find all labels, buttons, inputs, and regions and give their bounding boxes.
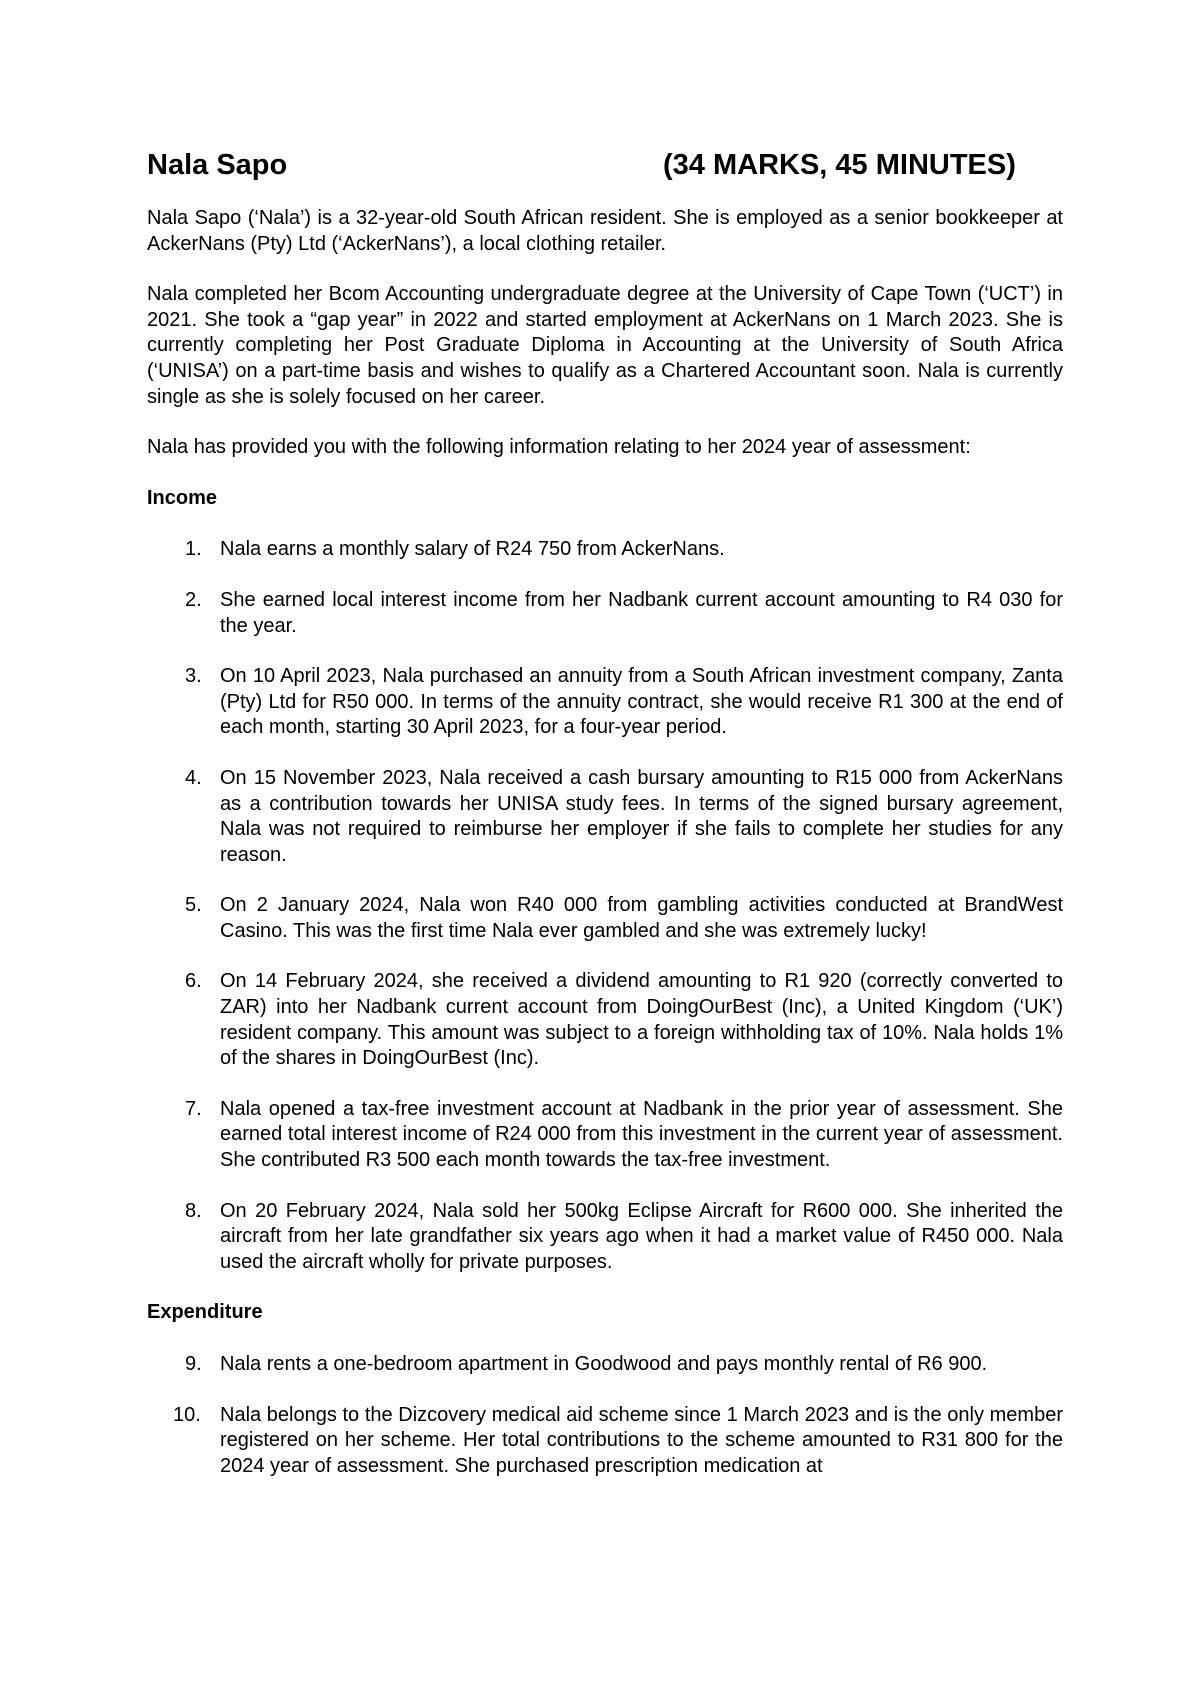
list-item (147, 1199, 1063, 1276)
list-item (147, 588, 1063, 639)
list-item (147, 893, 1063, 944)
list-item (147, 1097, 1063, 1174)
question-title (147, 146, 1063, 184)
item-text: Nala earns a monthly salary of R24 750 from AckerNans. (220, 538, 725, 561)
intro-paragraph-2: Nala completed her Bcom Accounting undergraduate degree at the University of Cape Town (‘UCT’) in 2021. She took a “gap year” in 2022 and started employment at AckerNans on 1 March 2023. She is currently completing her Post Graduate Diploma in Accounting at the University of South Africa (‘UNISA’) on a part-time basis and wishes to qualify as a Chartered Accountant soon. Nala is currently single as she is solely focused on her career. (147, 283, 1063, 408)
income-heading: Income (147, 486, 218, 509)
item-number: 9. (185, 1353, 202, 1375)
document-page (147, 146, 1063, 1504)
item-text: On 20 February 2024, Nala sold her 500kg Eclipse Aircraft for R600 000. She inherited the aircraft from her late grandfather six years ago when it had a market value of R450 000. Nala used the aircraft wholly for private purposes. (220, 1199, 1063, 1273)
list-item (147, 537, 1063, 563)
intro-paragraph-1: Nala Sapo (‘Nala’) is a 32-year-old South African resident. She is employed as a senior bookkeeper at AckerNans (Pty) Ltd (‘AckerNans’), a local clothing retailer. (147, 207, 1063, 255)
item-text: Nala belongs to the Dizcovery medical aid scheme since 1 March 2023 and is the only member registered on her scheme. Her total contributions to the scheme amounted to R31 800 for the 2024 year of assessment. She purchased prescription medication at (220, 1403, 1063, 1477)
expenditure-heading: Expenditure (147, 1301, 263, 1324)
item-text: Nala rents a one-bedroom apartment in Goodwood and pays monthly rental of R6 900. (220, 1353, 988, 1375)
item-number: 1. (185, 538, 202, 561)
item-number: 8. (185, 1199, 202, 1222)
item-number: 10. (173, 1403, 201, 1426)
item-text: Nala opened a tax-free investment account at Nadbank in the prior year of assessment. She earned total interest income of R24 000 from this investment in the current year of assessment. She contributed R3 500 each month towards the tax-free investment. (220, 1097, 1063, 1172)
item-number: 3. (185, 665, 202, 688)
item-text: She earned local interest income from her Nadbank current account amounting to R4 030 for the year. (220, 588, 1063, 637)
list-item (147, 969, 1063, 1071)
item-text: On 15 November 2023, Nala received a cash bursary amounting to R15 000 from AckerNans as a contribution towards her UNISA study fees. In terms of the signed bursary agreement, Nala was not required to reimburse her employer if she fails to complete her studies for any reason. (220, 766, 1063, 866)
item-number: 7. (185, 1097, 202, 1120)
intro-paragraph-3: Nala has provided you with the following information relating to her 2024 year of assessment: (147, 436, 971, 459)
list-item (147, 1352, 1063, 1378)
title-name: Nala Sapo (147, 149, 288, 181)
income-list (147, 537, 1063, 1275)
item-text: On 10 April 2023, Nala purchased an annuity from a South African investment company, Zanta (Pty) Ltd for R50 000. In terms of the annuity contract, she would receive R1 300 at the end of each month, starting 30 April 2023, for a four-year period. (220, 665, 1063, 739)
item-text: On 2 January 2024, Nala won R40 000 from gambling activities conducted at BrandWest Casino. This was the first time Nala ever gambled and she was extremely lucky! (220, 894, 1063, 942)
list-item (147, 766, 1063, 868)
item-number: 6. (185, 970, 202, 993)
item-number: 4. (185, 766, 202, 789)
expenditure-list (147, 1352, 1063, 1479)
list-item (147, 1403, 1063, 1480)
title-marks: (34 MARKS, 45 MINUTES) (663, 149, 1016, 181)
item-text: On 14 February 2024, she received a dividend amounting to R1 920 (correctly converted to ZAR) into her Nadbank current account from DoingOurBest (Inc), a United Kingdom (‘UK’) resident company. This amount was subject to a foreign withholding tax of 10%. Nala holds 1% of the shares in DoingOurBest (Inc). (220, 970, 1063, 1070)
item-number: 5. (185, 894, 202, 917)
item-number: 2. (185, 588, 202, 611)
list-item (147, 664, 1063, 741)
